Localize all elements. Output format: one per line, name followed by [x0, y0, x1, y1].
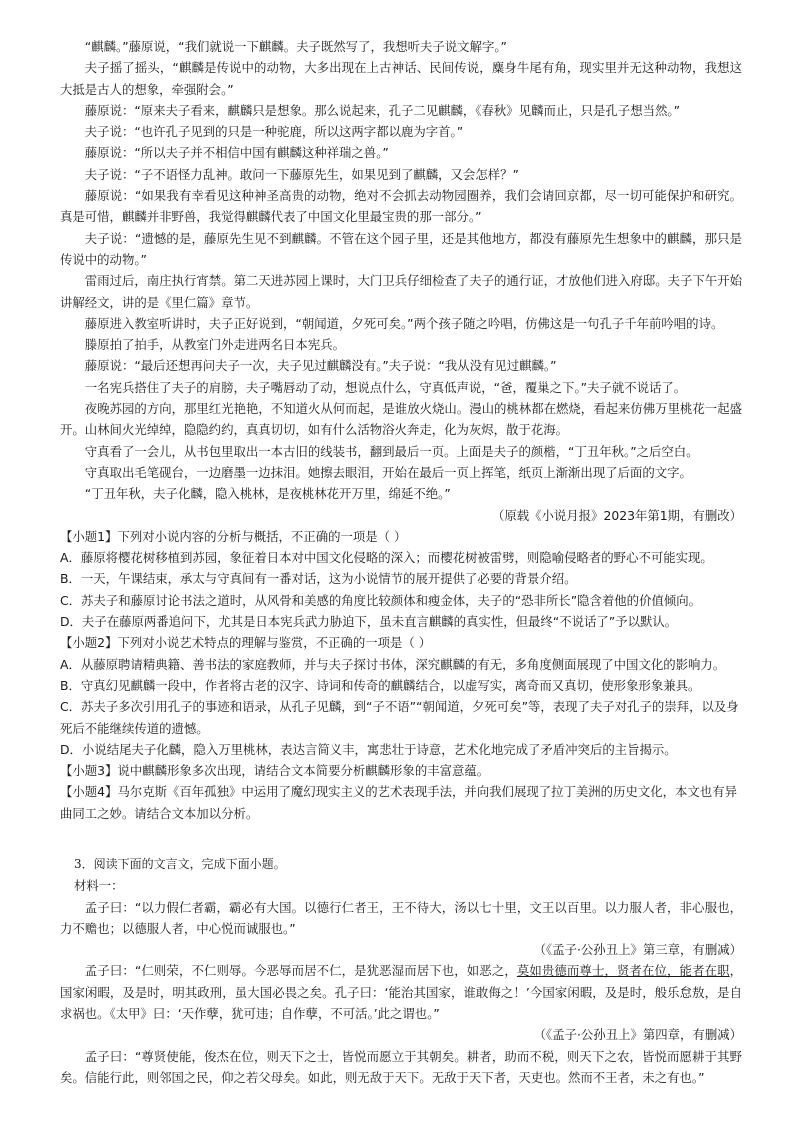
story-paragraph: 雷雨过后，南庄执行宵禁。第二天进苏园上课时，大门卫兵仔细检查了夫子的通行证，才放他们进入府邸。夫子下午开始讲解经文，讲的是《里仁篇》章节。	[60, 273, 742, 310]
story-paragraph: 夫子说：“也许孔子见到的只是一种驼鹿，所以这两字都以鹿为字首。”	[84, 124, 464, 140]
underlined-sentence: 莫如贵德而尊士，贤者在位，能者在职	[516, 963, 730, 979]
story-paragraph: 一名宪兵搭住了夫子的肩膀，夫子嘴唇动了动，想说点什么，守真低声说，“爸，覆巢之下。”夫子就不说话了。	[84, 379, 687, 395]
story-paragraph: 守真取出毛笔砚台，一边磨墨一边抹泪。她擦去眼泪，开始在最后一页上挥笔，纸页上渐渐出现了后面的文字。	[84, 464, 692, 480]
story-paragraph: 藤原说：“原来夫子看来，麒麟只是想象。那么说起来，孔子二见麒麟，《春秋》见麟而止，只是孔子想当然。”	[84, 102, 680, 118]
story-source: （原载《小说月报》2023年第1期，有删改）	[491, 507, 742, 523]
question-line: A．藤原将樱花树移植到苏园，象征着日本对中国文化侵略的深入；而樱花树被雷劈，则隐喻侵略者的野心不可能实现。	[60, 550, 713, 566]
question-line: 【小题4】马尔克斯《百年孤独》中运用了魔幻现实主义的艺术表现手法，并向我们展现了拉丁美洲的历史文化，本文也有异曲同工之妙。请结合文本加以分析。	[60, 784, 737, 821]
question-line: B．一天，午课结束，承太与守真间有一番对话，这为小说情节的展开提供了必要的背景介绍。	[60, 571, 577, 587]
story-paragraph: 滕原拍了拍手，从教室门外走进两名日本宪兵。	[84, 337, 345, 353]
section-heading: 3．阅读下面的文言文，完成下面小题。	[74, 856, 286, 871]
question-line: 【小题1】下列对小说内容的分析与概括，不正确的一项是（ ）	[60, 528, 407, 544]
classical-paragraph-3: 孟子曰：“尊贤使能，俊杰在位，则天下之士，皆悦而愿立于其朝矣。耕者，助而不税，则天下之农，皆悦而愿耕于其野矣。信能行此，则邻国之民，仰之若父母矣。如此，则无敌于天下。无敌于天下者，天吏也。然而不王者，未之有也。”	[60, 1048, 742, 1085]
classical-paragraph-2	[60, 960, 742, 1024]
story-paragraph: 藤原进入教室听讲时，夫子正好说到，“朝闻道，夕死可矣。”两个孩子随之吟唱，仿佛这是一句孔子千年前吟唱的诗。	[84, 315, 724, 331]
story-paragraph: 藤原说：“如果我有幸看见这种神圣高贵的动物，绝对不会抓去动物园圈养，我们会请回京都，尽一切可能保护和研究。真是可惜，麒麟并非野兽，我觉得麒麟代表了中国文化里最宝贵的那一部分。”	[60, 188, 742, 225]
classical-source-1: （《孟子·公孙丑上》第三章，有删减）	[533, 942, 742, 958]
classical-paragraph-1: 孟子曰：“以力假仁者霸，霸必有大国。以德行仁者王，王不待大，汤以七十里，文王以百里。以力服人者，非心服也，力不赡也；以德服人者，中心悦而诚服也。”	[60, 899, 742, 936]
story-paragraph: 藤原说：“最后还想再问夫子一次，夫子见过麒麟没有。”夫子说：“我从没有见过麒麟。”	[84, 358, 557, 374]
story-paragraph: 夜晚苏园的方向，那里红光艳艳，不知道火从何而起，是谁放火烧山。漫山的桃林都在燃烧，看起来仿佛万里桃花一起盛开。山林间火光绰绰，隐隐约约，真真切切，如有什么活物浴火奔走，化为灰烬，散于花海。	[60, 401, 742, 438]
question-line: C．苏夫子和藤原讨论书法之道时，从风骨和美感的角度比较颜体和瘦金体，夫子的“恐非所长”隐含着他的价值倾向。	[60, 592, 702, 608]
question-line: C．苏夫子多次引用孔子的事迹和语录，从孔子见麟，到“子不语”“朝闻道，夕死可矣”等，表现了夫子对孔子的崇拜，以及身死后不能继续传道的遗憾。	[60, 699, 739, 736]
story-paragraph: 守真看了一会儿，从书包里取出一本古旧的线装书，翻到最后一页。上面是夫子的颜楷，“丁丑年秋。”之后空白。	[84, 443, 699, 459]
question-line: 【小题2】下列对小说艺术特点的理解与鉴赏，不正确的一项是（ ）	[60, 635, 432, 651]
story-paragraph: 夫子说：“子不语怪力乱神。敢问一下藤原先生，如果见到了麒麟，又会怎样？”	[84, 166, 519, 182]
classical-source-2: （《孟子·公孙丑上》第四章，有删减）	[533, 1027, 742, 1043]
paragraph-2-part-b: ，国家闲暇，及是时，明其政刑，虽大国必畏之矣。孔子曰：‘能治其国家，谁敢侮之！’今国家闲暇，及是时，般乐怠敖，是自求祸也。《太甲》曰：‘天作孽，犹可违；自作孽，不可活。’此之谓也。”	[60, 963, 743, 1022]
story-paragraph: 藤原说：“所以夫子并不相信中国有麒麟这种祥瑞之兽。”	[84, 145, 389, 161]
story-text	[60, 36, 742, 505]
question-list	[60, 526, 742, 824]
story-paragraph: “麒麟。”藤原说，“我们就说一下麒麟。夫子既然写了，我想听夫子说文解字。”	[84, 39, 507, 54]
material-label: 材料一：	[74, 878, 124, 894]
question-line: D．小说结尾夫子化麟，隐入万里桃林，表达言简义丰，寓悲壮于诗意，艺术化地完成了矛盾冲突后的主旨揭示。	[60, 741, 677, 757]
question-line: B．守真幻见麒麟一段中，作者将古老的汉字、诗词和传奇的麒麟结合，以虚写实，离奇而又真切，使形象形象兼具。	[60, 677, 701, 693]
story-paragraph: 夫子说：“遗憾的是，藤原先生见不到麒麟。不管在这个园子里，还是其他地方，都没有藤原先生想象中的麒麟，那只是传说中的动物。”	[60, 230, 742, 267]
question-line: D．夫子在藤原两番追问下，尤其是日本宪兵武力胁迫下，虽未直言麒麟的真实性，但最终“不说话了”予以默认。	[60, 614, 678, 630]
story-paragraph: “丁丑年秋，夫子化麟，隐入桃林，是夜桃林花开万里，绵延不绝。”	[84, 486, 451, 502]
paragraph-2-part-a: 孟子曰：“仁则荣，不仁则辱。今恶辱而居不仁，是犹恶湿而居下也，如恶之，	[84, 963, 517, 979]
spacer	[60, 824, 742, 844]
story-paragraph: 夫子摇了摇头，“麒麟是传说中的动物，大多出现在上古神话、民间传说，麋身牛尾有角，现实里并无这种动物，我想这大抵是古人的想象，牵强附会。”	[60, 60, 742, 97]
question-line: 【小题3】说中麒麟形象多次出现，请结合文本简要分析麒麟形象的丰富意蕴。	[60, 763, 490, 779]
question-line: A．从藤原聘请精典籍、善书法的家庭教师，并与夫子探讨书体，深究麒麟的有无，多角度侧面展现了中国文化的影响力。	[60, 656, 726, 672]
